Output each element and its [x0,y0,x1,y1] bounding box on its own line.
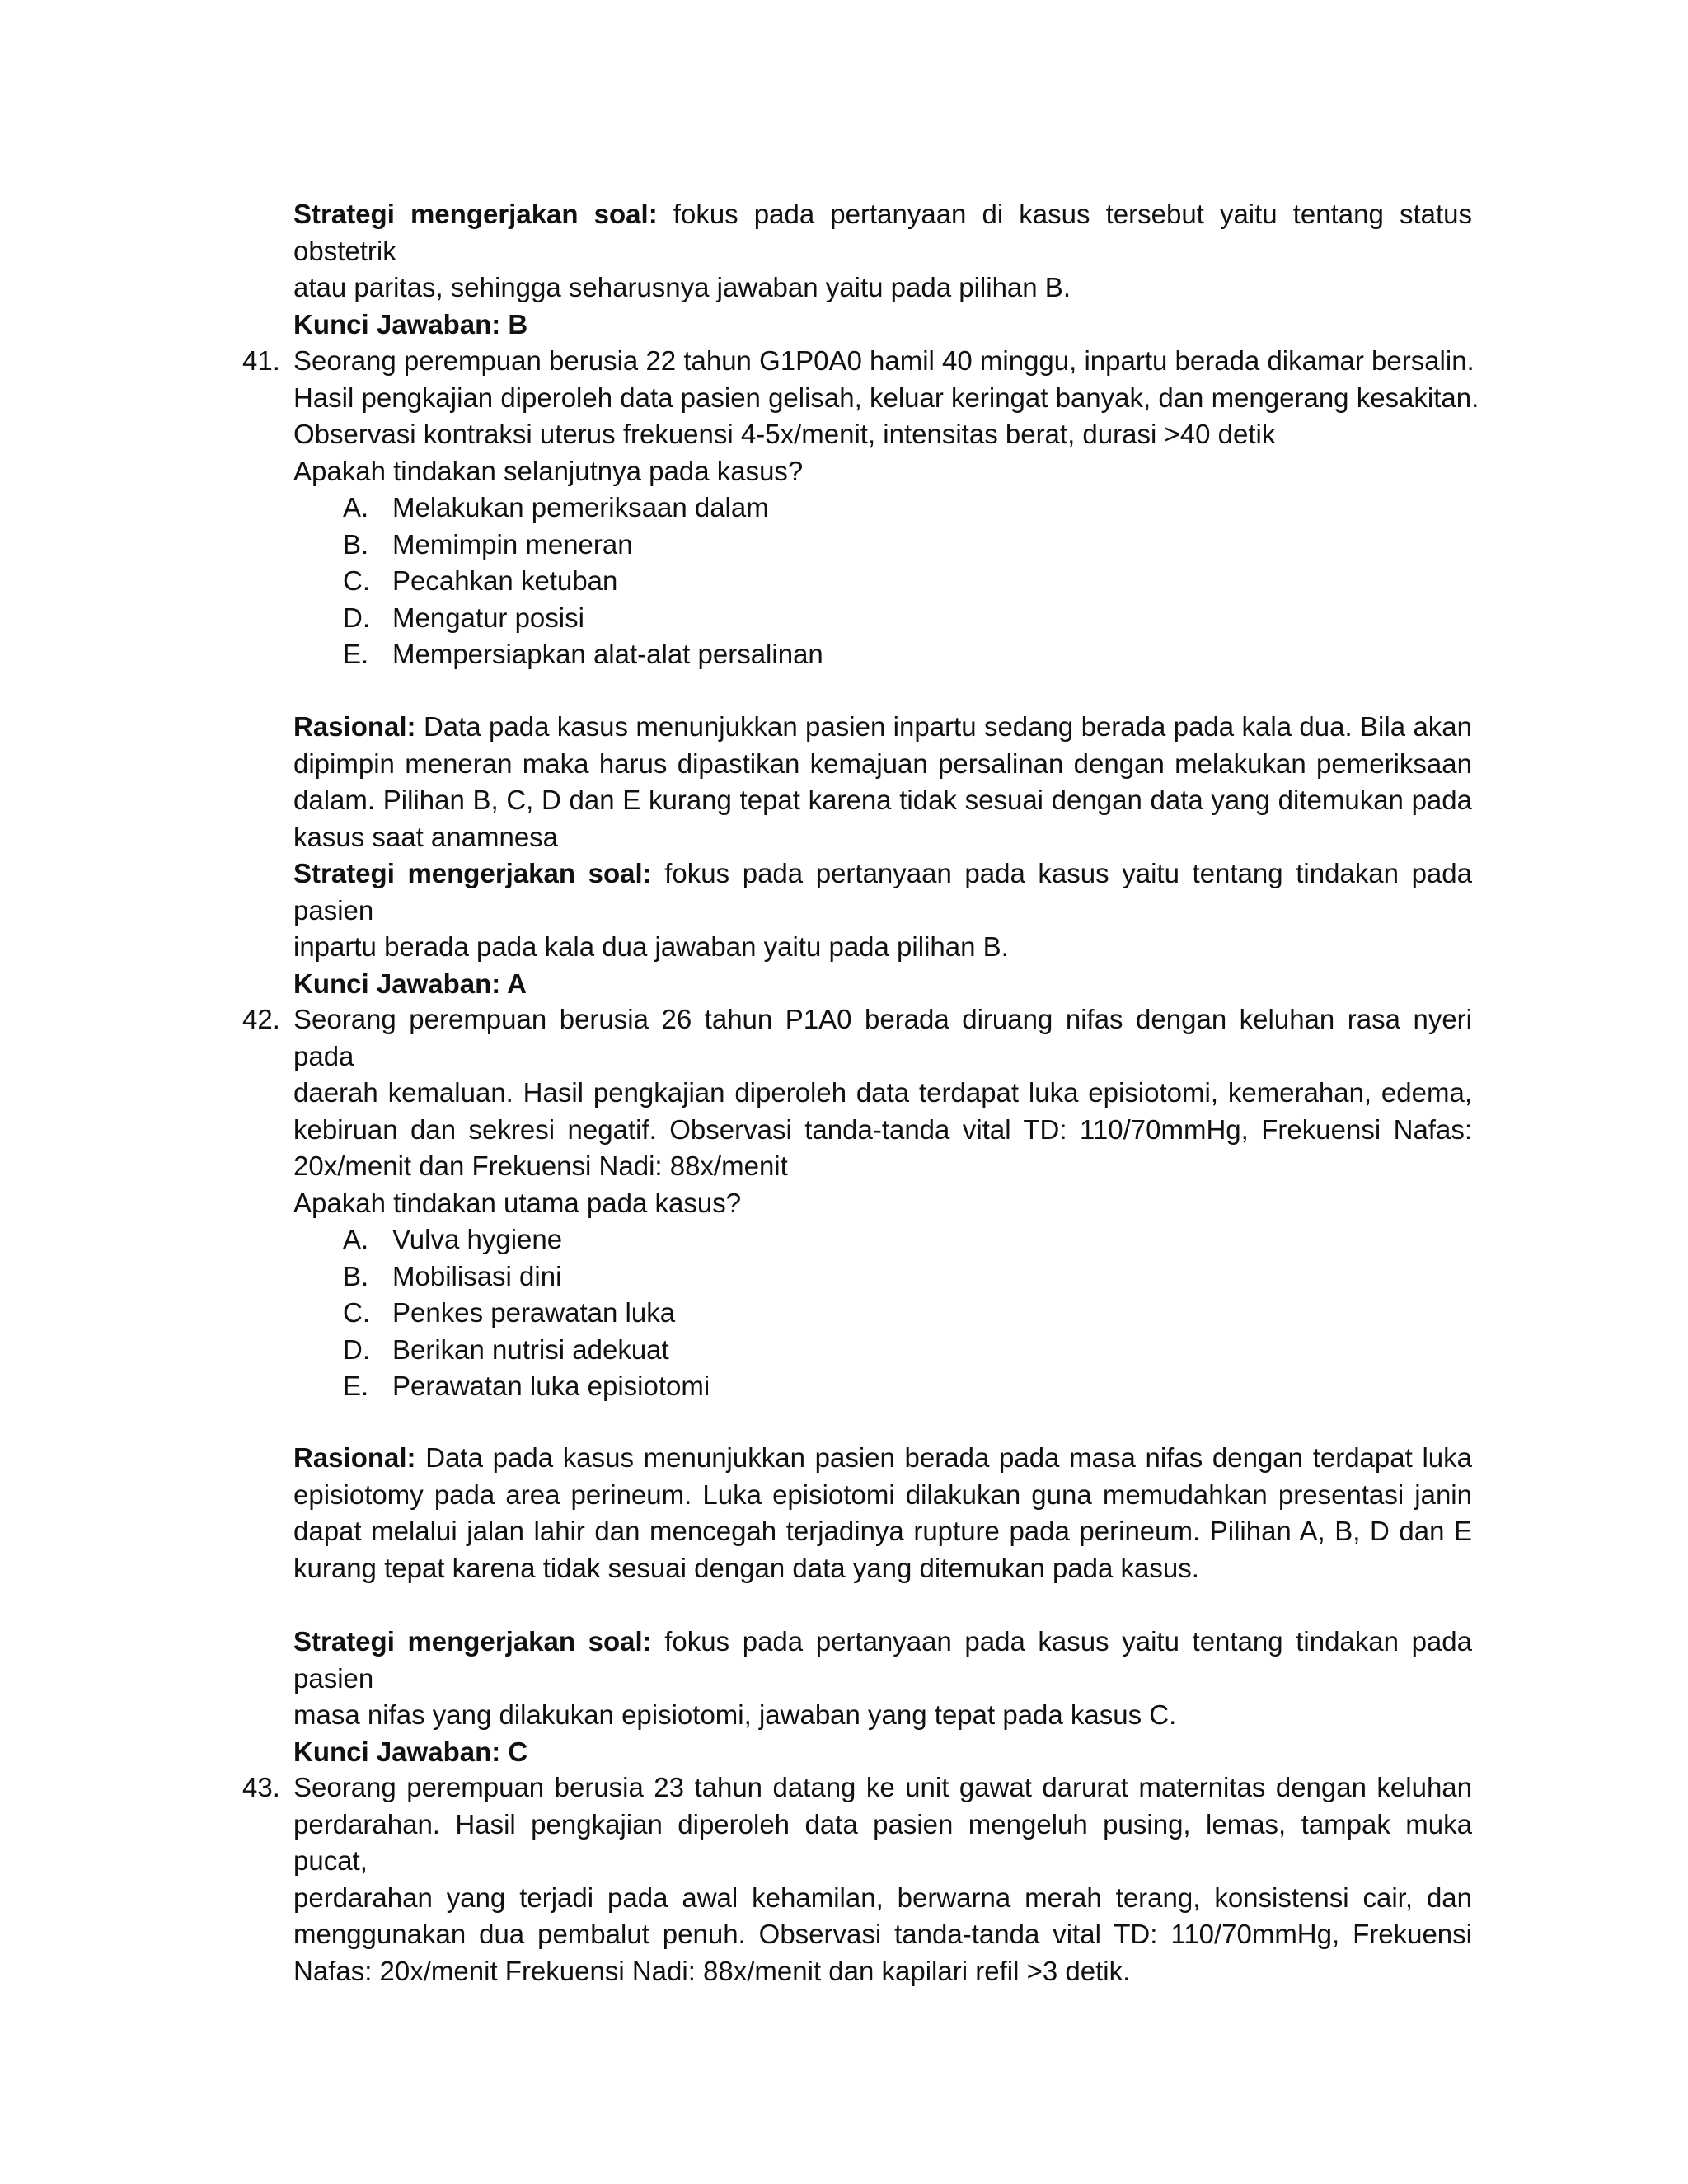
question-stem-line: Seorang perempuan berusia 22 tahun G1P0A0 hamil 40 minggu, inpartu berada dikamar bersalin. [293,345,1475,376]
question-43 [242,1769,1472,1990]
question-stem-line: daerah kemaluan. Hasil pengkajian diperoleh data terdapat luka episiotomi, kemerahan, edema, [293,1077,1472,1108]
strategy-42: Strategi mengerjakan soal: fokus pada pertanyaan pada kasus yaitu tentang tindakan pada pasien masa nifas yang dilakukan episiotomi, jawaban yang tepat pada kasus C. Kunci Jawaban: C [293,1624,1472,1770]
rationale-label: Rasional: [293,1442,416,1473]
question-number: 43. [242,1772,280,1802]
answer-key: Kunci Jawaban: A [293,968,527,999]
question-stem-line: Seorang perempuan berusia 23 tahun datang ke unit gawat darurat maternitas dengan keluhan [293,1772,1472,1802]
question-stem-line: Hasil pengkajian diperoleh data pasien gelisah, keluar keringat banyak, dan mengerang kesakitan. [293,382,1479,413]
question-prompt: Apakah tindakan selanjutnya pada kasus? [293,455,804,486]
option-c: C. Pecahkan ketuban [343,565,618,596]
rationale-label: Rasional: [293,711,416,742]
question-stem-line: perdarahan. Hasil pengkajian diperoleh data pasien mengeluh pusing, lemas, tampak muka pucat, [293,1808,1472,1876]
option-e: E. Perawatan luka episiotomi [343,1371,710,1401]
question-number: 41. [242,345,280,376]
question-stem-line: Observasi kontraksi uterus frekuensi 4-5x/menit, intensitas berat, durasi >40 detik [293,419,1276,449]
option-d: D. Berikan nutrisi adekuat [343,1333,669,1365]
question-41 [242,343,1479,673]
option-b: B. Memimpin meneran [343,528,633,560]
question-number: 42. [242,1004,280,1034]
option-a: A. Vulva hygiene [343,1224,563,1254]
strategy-label: Strategi mengerjakan soal: [293,858,652,888]
answer-key: Kunci Jawaban: B [293,308,528,340]
question-42 [242,1001,1472,1405]
question-prompt: Apakah tindakan utama pada kasus? [293,1187,742,1218]
intro-strategy-line-2: atau paritas, sehingga seharusnya jawaban yaitu pada pilihan B. [293,272,1071,302]
intro-strategy-line-1: Strategi mengerjakan soal: fokus pada pertanyaan di kasus tersebut yaitu tentang status obstetrik [293,199,1472,266]
question-stem-line: perdarahan yang terjadi pada awal kehamilan, berwarna merah terang, konsistensi cair, dan [293,1882,1472,1913]
option-a: A. Melakukan pemeriksaan dalam [343,492,769,523]
option-list [293,1221,1472,1405]
question-stem-line: Seorang perempuan berusia 26 tahun P1A0 berada diruang nifas dengan keluhan rasa nyeri pada [293,1004,1472,1071]
rationale-41: Rasional: Data pada kasus menunjukkan pasien inpartu sedang berada pada kala dua. Bila akan dipimpin meneran maka harus dipastikan kemajuan persalinan dengan melakukan pemeriksaan dalam. Pilihan B, C, D dan E kurang tepat karena tidak sesuai dengan data yang ditemukan pada kasus saat anamnesa Strategi mengerjakan soal: fokus pada pertanyaan pada kasus yaitu tentang tindakan pada pasien inpartu berada pada kala dua jawaban yaitu pada pilihan B. Kunci Jawaban: A [293,709,1472,1002]
question-stem-line: 20x/menit dan Frekuensi Nadi: 88x/menit [293,1151,788,1181]
option-d: D. Mengatur posisi [343,602,584,633]
strategy-label: Strategi mengerjakan soal: [293,1626,652,1657]
option-e: E. Mempersiapkan alat-alat persalinan [343,639,823,669]
strategy-line: Strategi mengerjakan soal: fokus pada pertanyaan pada kasus yaitu tentang tindakan pada pasien [293,1626,1472,1694]
strategy-label: Strategi mengerjakan soal: [293,199,658,229]
option-b: B. Mobilisasi dini [343,1260,562,1291]
question-stem-line: kebiruan dan sekresi negatif. Observasi tanda-tanda vital TD: 110/70mmHg, Frekuensi Nafas: [293,1113,1472,1145]
question-stem-line: Nafas: 20x/menit Frekuensi Nadi: 88x/menit dan kapilari refil >3 detik. [293,1955,1131,1986]
intro-section [293,196,1472,343]
answer-key: Kunci Jawaban: C [293,1736,528,1767]
option-list [293,490,1472,673]
strategy-line: Strategi mengerjakan soal: fokus pada pertanyaan pada kasus yaitu tentang tindakan pada pasien [293,858,1472,926]
question-stem-line: menggunakan dua pembalut penuh. Observasi tanda-tanda vital TD: 110/70mmHg, Frekuensi [293,1919,1472,1949]
option-c: C. Penkes perawatan luka [343,1297,676,1328]
rationale-42: Rasional: Data pada kasus menunjukkan pasien berada pada masa nifas dengan terdapat luka episiotomy pada area perineum. Luka episiotomi dilakukan guna memudahkan presentasi janin dapat melalui jalan lahir dan mencegah terjadinya rupture pada perineum. Pilihan A, B, D dan E kurang tepat karena tidak sesuai dengan data yang ditemukan pada kasus. [293,1442,1473,1583]
